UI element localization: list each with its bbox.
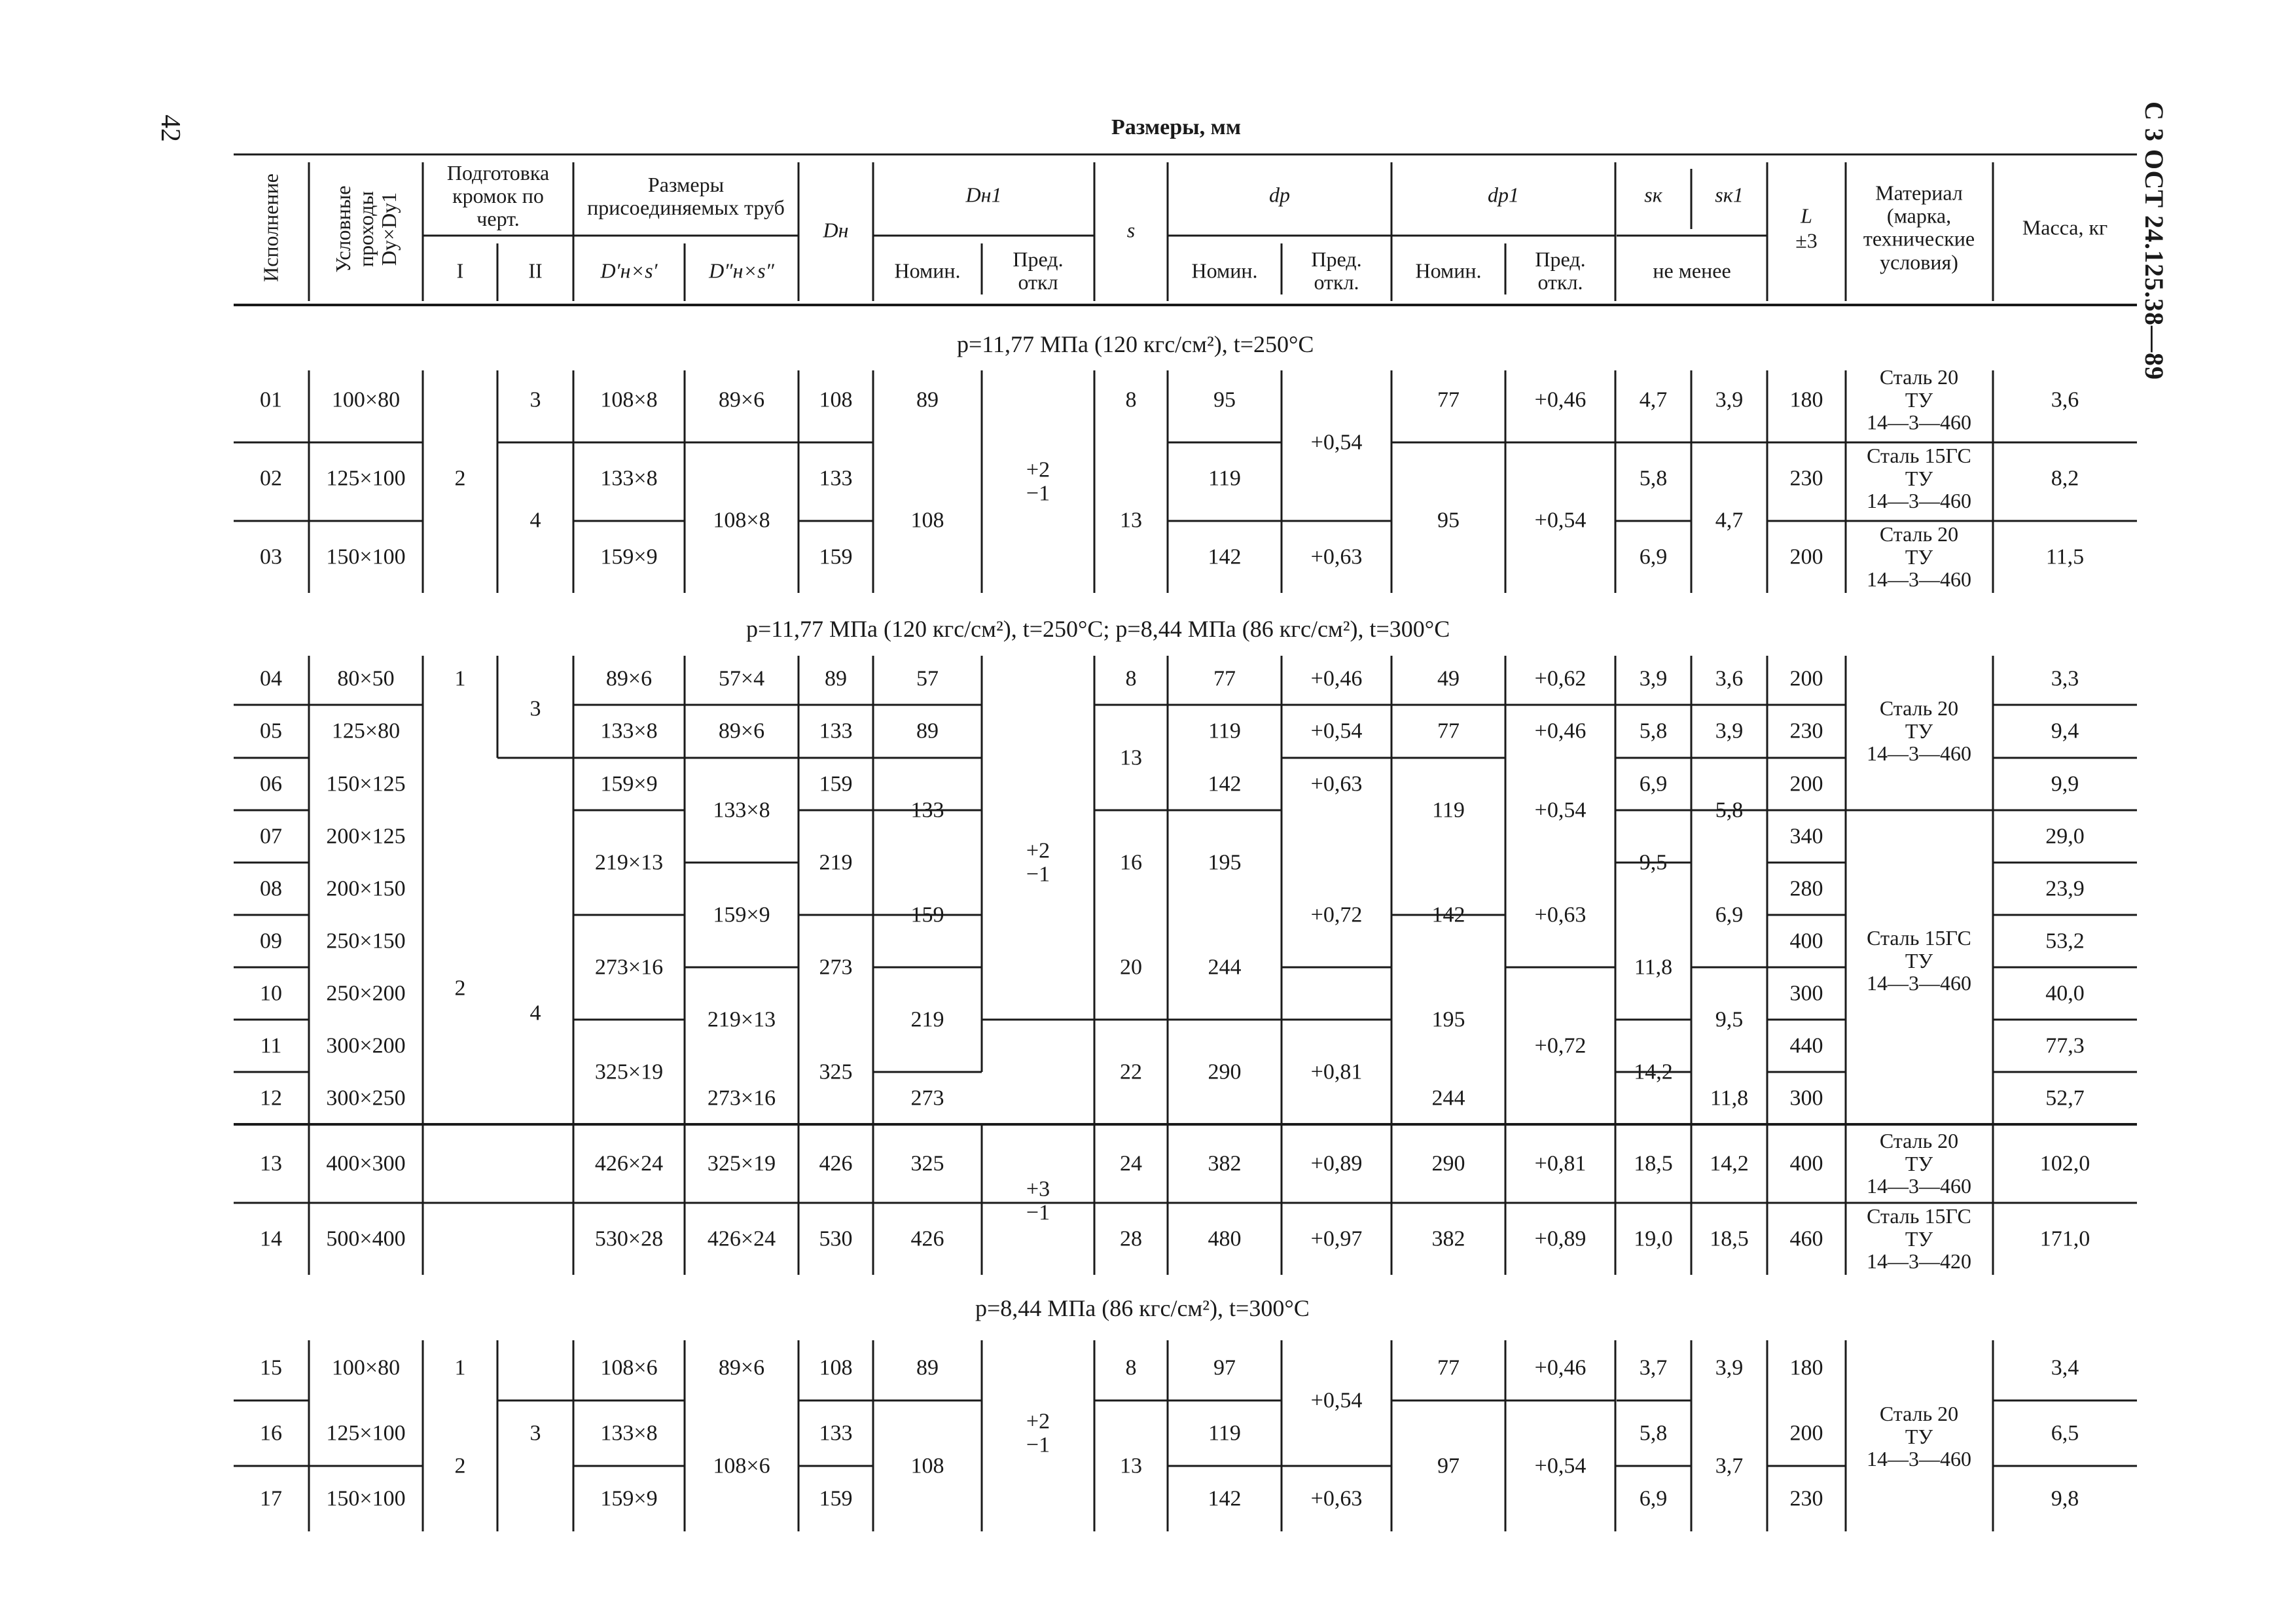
cell-dy: 100×80 xyxy=(331,1355,401,1380)
cell-L: 280 xyxy=(1789,876,1823,901)
cell-d1: 159×9 xyxy=(600,544,658,569)
cell-merged: 3 xyxy=(529,1421,541,1446)
cell-d1: 159×9 xyxy=(600,1486,658,1511)
cell-dn1: 89 xyxy=(916,719,939,743)
cell-dy: 80×50 xyxy=(337,666,395,691)
cell-s: 8 xyxy=(1125,1355,1137,1380)
cell-d2: 89×6 xyxy=(718,719,765,743)
cell-dn: 159 xyxy=(819,772,853,796)
cell-merged: 4 xyxy=(529,1001,541,1026)
cell-dy: 100×80 xyxy=(331,387,401,412)
cell-dp: 95 xyxy=(1213,387,1236,412)
cell-sk: 5,8 xyxy=(1639,1421,1668,1446)
cell-mass: 6,5 xyxy=(2051,1421,2079,1446)
cell-merged: 97 xyxy=(1437,1454,1460,1478)
cell-L: 400 xyxy=(1789,1151,1823,1176)
cell-dn: 89 xyxy=(825,666,847,691)
cell-merged: 108 xyxy=(910,1454,944,1478)
cell-mass: 8,2 xyxy=(2051,466,2079,491)
cell-L: 200 xyxy=(1789,544,1823,569)
cell-d1: 133×8 xyxy=(600,1421,658,1446)
cell-merged: 20 xyxy=(1120,955,1142,980)
cell-merged: 219×13 xyxy=(594,850,664,875)
cell-sk: 19,0 xyxy=(1634,1226,1673,1251)
cell-isp: 13 xyxy=(260,1151,282,1176)
cell-dp-tol: +0,63 xyxy=(1310,772,1363,796)
cell-sk: 3,7 xyxy=(1639,1355,1668,1380)
cell-merged: 273×16 xyxy=(594,955,664,980)
cell-mass: 29,0 xyxy=(2045,824,2085,849)
cell-mass: 3,4 xyxy=(2051,1355,2079,1380)
cell-merged: 142 xyxy=(1431,902,1465,927)
cell-dy: 200×150 xyxy=(326,876,406,901)
cell-merged: 244 xyxy=(1208,955,1242,980)
cell-isp: 16 xyxy=(260,1421,282,1446)
header-podg-I: I xyxy=(456,259,464,283)
header-uslovnye: Условные проходы Dу×Dу1 xyxy=(331,185,401,273)
cell-merged: +0,54 xyxy=(1534,508,1587,533)
cell-merged: 108×8 xyxy=(713,508,770,533)
cell-isp: 10 xyxy=(260,981,282,1006)
cell-dy: 125×100 xyxy=(326,1421,406,1446)
header-L-tol: ±3 xyxy=(1795,228,1818,253)
cell-merged: 13 xyxy=(1120,1454,1142,1478)
cell-merged: 219 xyxy=(910,1007,944,1032)
cell-merged: 133 xyxy=(910,798,944,823)
caption-group-3: p=8,44 МПа (86 кгс/см²), t=300°C xyxy=(975,1295,1310,1321)
cell-sk: 6,9 xyxy=(1639,544,1668,569)
units-caption: Размеры, мм xyxy=(1111,115,1241,139)
cell-mass: 102,0 xyxy=(2039,1151,2090,1176)
cell-dp-tol: +0,46 xyxy=(1310,666,1363,691)
cell-sk: 5,8 xyxy=(1639,719,1668,743)
cell-isp: 14 xyxy=(260,1226,282,1251)
cell-merged: 273×16 xyxy=(707,1086,776,1111)
cell-merged: +0,63 xyxy=(1534,902,1587,927)
cell-dp-tol: +0,63 xyxy=(1310,544,1363,569)
cell-sk1: 11,8 xyxy=(1710,1086,1749,1111)
cell-dp1: 382 xyxy=(1431,1226,1465,1251)
cell-sk: 5,8 xyxy=(1639,466,1668,491)
cell-sk: 6,9 xyxy=(1639,772,1668,796)
cell-merged: +0,54 xyxy=(1310,430,1363,455)
cell-sk: 18,5 xyxy=(1634,1151,1673,1176)
cell-dn: 133 xyxy=(819,719,853,743)
cell-merged-tol: +2 −1 xyxy=(1026,457,1050,505)
cell-merged: 133×8 xyxy=(713,798,770,823)
cell-sk1: 3,9 xyxy=(1715,387,1744,412)
cell-isp: 17 xyxy=(260,1486,282,1511)
cell-dn1: 273 xyxy=(910,1086,944,1111)
cell-d1: 89×6 xyxy=(605,666,653,691)
cell-merged: 2 xyxy=(454,1454,466,1478)
header-pred2: Пред. откл. xyxy=(1311,247,1362,294)
cell-merged: 4,7 xyxy=(1715,508,1744,533)
cell-dy: 250×200 xyxy=(326,981,406,1006)
cell-merged: 108×6 xyxy=(713,1454,770,1478)
cell-material: Сталь 20 ТУ 14—3—460 xyxy=(1867,1129,1971,1198)
cell-podg-I: 2 xyxy=(454,466,466,491)
cell-merged: +0,72 xyxy=(1534,1033,1587,1058)
cell-merged: 219×13 xyxy=(707,1007,776,1032)
cell-material: Сталь 20 ТУ 14—3—460 xyxy=(1867,522,1971,592)
cell-merged: 119 xyxy=(1432,798,1465,823)
cell-dy: 400×300 xyxy=(326,1151,406,1176)
cell-merged: 13 xyxy=(1120,508,1142,533)
header-material: Материал (марка, технические условия) xyxy=(1863,181,1975,274)
cell-L: 300 xyxy=(1789,1086,1823,1111)
cell-dn: 159 xyxy=(819,544,853,569)
cell-merged: 195 xyxy=(1431,1007,1465,1032)
cell-L: 230 xyxy=(1789,719,1823,743)
cell-dp1-tol: +0,46 xyxy=(1534,1355,1587,1380)
cell-mass: 9,9 xyxy=(2051,772,2079,796)
cell-merged: +0,54 xyxy=(1534,1454,1587,1478)
cell-dn: 108 xyxy=(819,387,853,412)
cell-dp: 119 xyxy=(1208,719,1241,743)
cell-dn1: 89 xyxy=(916,387,939,412)
cell-dp: 119 xyxy=(1208,1421,1241,1446)
header-s: s xyxy=(1126,218,1136,242)
cell-merged: 325 xyxy=(819,1060,853,1084)
cell-d1: 159×9 xyxy=(600,772,658,796)
header-dn1xs1: D′н×s′ xyxy=(600,259,658,283)
cell-dp: 142 xyxy=(1208,772,1242,796)
cell-dy: 250×150 xyxy=(326,929,406,954)
header-massa: Масса, кг xyxy=(2022,215,2108,240)
cell-L: 200 xyxy=(1789,666,1823,691)
cell-isp: 05 xyxy=(260,719,282,743)
cell-d2: 426×24 xyxy=(707,1226,776,1251)
cell-merged: 11,8 xyxy=(1634,955,1673,980)
header-dn1: Dн1 xyxy=(965,183,1002,207)
cell-isp: 02 xyxy=(260,466,282,491)
cell-dn1: 325 xyxy=(910,1151,944,1176)
cell-material: Сталь 20 ТУ 14—3—460 xyxy=(1867,1402,1971,1471)
header-dp: dр xyxy=(1269,183,1290,207)
cell-dn1: 57 xyxy=(916,666,939,691)
cell-sk1: 3,9 xyxy=(1715,719,1744,743)
cell-dy: 125×80 xyxy=(331,719,401,743)
cell-sk1: 3,9 xyxy=(1715,1355,1744,1380)
cell-dp: 119 xyxy=(1208,466,1241,491)
cell-d2: 57×4 xyxy=(718,666,765,691)
cell-d1: 426×24 xyxy=(594,1151,664,1176)
cell-sk: 6,9 xyxy=(1639,1486,1668,1511)
cell-mass: 3,6 xyxy=(2051,387,2079,412)
cell-podg-I: 1 xyxy=(454,1355,466,1380)
cell-d1: 133×8 xyxy=(600,719,658,743)
cell-dp: 97 xyxy=(1213,1355,1236,1380)
cell-sk1: 3,6 xyxy=(1715,666,1744,691)
cell-dn1: 426 xyxy=(910,1226,944,1251)
cell-dp1: 290 xyxy=(1431,1151,1465,1176)
header-sk: sк xyxy=(1644,183,1662,207)
cell-L: 230 xyxy=(1789,1486,1823,1511)
cell-dn: 426 xyxy=(819,1151,853,1176)
cell-merged: +0,81 xyxy=(1310,1060,1363,1084)
cell-merged-tol: +3 −1 xyxy=(1026,1177,1050,1224)
page-number: 42 xyxy=(155,115,185,142)
cell-dy: 200×125 xyxy=(326,824,406,849)
cell-dp1: 77 xyxy=(1437,387,1460,412)
cell-isp: 11 xyxy=(260,1033,282,1058)
cell-dn: 133 xyxy=(819,466,853,491)
header-nomin2: Номин. xyxy=(1191,259,1258,283)
cell-mass: 171,0 xyxy=(2039,1226,2090,1251)
cell-merged: 95 xyxy=(1437,508,1460,533)
cell-L: 340 xyxy=(1789,824,1823,849)
cell-sk1: 14,2 xyxy=(1710,1151,1749,1176)
cell-dy: 500×400 xyxy=(326,1226,406,1251)
cell-L: 230 xyxy=(1789,466,1823,491)
cell-merged: 9,5 xyxy=(1639,850,1668,875)
cell-d1: 108×6 xyxy=(600,1355,658,1380)
cell-podg-I: 1 xyxy=(454,666,466,691)
cell-dp1: 49 xyxy=(1437,666,1460,691)
cell-merged: 22 xyxy=(1120,1060,1142,1084)
cell-dp-tol: +0,63 xyxy=(1310,1486,1363,1511)
cell-merged: 16 xyxy=(1120,850,1142,875)
cell-dp: 77 xyxy=(1213,666,1236,691)
cell-dn: 108 xyxy=(819,1355,853,1380)
cell-merged: 159×9 xyxy=(713,902,770,927)
caption-group-2: p=11,77 МПа (120 кгс/см²), t=250°C; p=8,44 МПа (86 кгс/см²), t=300°C xyxy=(746,616,1450,642)
cell-merged: +0,72 xyxy=(1310,902,1363,927)
cell-dp1-tol: +0,62 xyxy=(1534,666,1587,691)
cell-merged: 325×19 xyxy=(594,1060,664,1084)
cell-dy: 300×200 xyxy=(326,1033,406,1058)
cell-material: Сталь 15ГС ТУ 14—3—460 xyxy=(1867,926,1971,995)
cell-material: Сталь 15ГС ТУ 14—3—460 xyxy=(1867,444,1971,513)
cell-mass: 52,7 xyxy=(2045,1086,2085,1111)
header-podg-II: II xyxy=(528,259,543,283)
cell-s: 24 xyxy=(1120,1151,1142,1176)
cell-dn: 159 xyxy=(819,1486,853,1511)
cell-d1: 108×8 xyxy=(600,387,658,412)
cell-merged: 6,9 xyxy=(1715,902,1744,927)
cell-sk: 4,7 xyxy=(1639,387,1668,412)
cell-merged: 159 xyxy=(910,902,944,927)
cell-merged: 14,2 xyxy=(1634,1060,1673,1084)
cell-L: 440 xyxy=(1789,1033,1823,1058)
cell-merged-tol: +2 −1 xyxy=(1026,838,1050,886)
cell-merged: 4 xyxy=(529,508,541,533)
cell-dn: 133 xyxy=(819,1421,853,1446)
cell-dp1-tol: +0,89 xyxy=(1534,1226,1587,1251)
cell-dn1: 89 xyxy=(916,1355,939,1380)
cell-dp1-tol: +0,46 xyxy=(1534,387,1587,412)
cell-d2: 89×6 xyxy=(718,387,765,412)
cell-dy: 125×100 xyxy=(326,466,406,491)
cell-isp: 15 xyxy=(260,1355,282,1380)
header-dn2xs2: D″н×s″ xyxy=(709,259,774,283)
cell-mass: 3,3 xyxy=(2051,666,2079,691)
cell-merged: 3 xyxy=(529,696,541,721)
cell-d2: 89×6 xyxy=(718,1355,765,1380)
cell-L: 180 xyxy=(1789,387,1823,412)
cell-merged: 3,7 xyxy=(1715,1454,1744,1478)
cell-dp1: 77 xyxy=(1437,1355,1460,1380)
cell-merged: 9,5 xyxy=(1715,1007,1744,1032)
caption-group-1: p=11,77 МПа (120 кгс/см²), t=250°C xyxy=(957,331,1314,357)
cell-merged: +0,54 xyxy=(1534,798,1587,823)
header-nomin3: Номин. xyxy=(1415,259,1482,283)
cell-merged-tol: +2 −1 xyxy=(1026,1409,1050,1457)
cell-mass: 40,0 xyxy=(2045,981,2085,1006)
cell-s: 8 xyxy=(1125,387,1137,412)
cell-L: 200 xyxy=(1789,1421,1823,1446)
cell-sk1: 18,5 xyxy=(1710,1226,1749,1251)
cell-dp: 480 xyxy=(1208,1226,1242,1251)
header-dp1: dр1 xyxy=(1488,183,1519,207)
cell-dp1: 244 xyxy=(1431,1086,1465,1111)
header-L: L xyxy=(1801,204,1812,228)
cell-dp: 142 xyxy=(1208,1486,1242,1511)
standard-code: С 3 ОСТ 24.125.38—89 xyxy=(2140,101,2169,381)
cell-mass: 9,8 xyxy=(2051,1486,2079,1511)
cell-merged: 195 xyxy=(1208,850,1242,875)
cell-merged: 108 xyxy=(910,508,944,533)
cell-dp-tol: +0,54 xyxy=(1310,719,1363,743)
header-pred3: Пред. откл. xyxy=(1535,247,1586,294)
cell-isp: 04 xyxy=(260,666,282,691)
header-ne-menee: не менее xyxy=(1653,259,1731,283)
cell-L: 460 xyxy=(1789,1226,1823,1251)
header-ispolnenie: Исполнение xyxy=(259,173,283,282)
header-nomin: Номин. xyxy=(894,259,961,283)
cell-dp1: 77 xyxy=(1437,719,1460,743)
cell-dp: 382 xyxy=(1208,1151,1242,1176)
cell-merged: +0,54 xyxy=(1310,1388,1363,1413)
cell-dy: 150×100 xyxy=(326,544,406,569)
cell-d1: 530×28 xyxy=(594,1226,664,1251)
cell-dp-tol: +0,97 xyxy=(1310,1226,1363,1251)
cell-mass: 11,5 xyxy=(2045,544,2085,569)
cell-material: Сталь 15ГС ТУ 14—3—420 xyxy=(1867,1204,1971,1274)
cell-dp1-tol: +0,81 xyxy=(1534,1151,1587,1176)
cell-L: 180 xyxy=(1789,1355,1823,1380)
cell-L: 400 xyxy=(1789,929,1823,954)
cell-mass: 23,9 xyxy=(2045,876,2085,901)
cell-dy: 150×100 xyxy=(326,1486,406,1511)
cell-d1: 133×8 xyxy=(600,466,658,491)
cell-dp1-tol: +0,46 xyxy=(1534,719,1587,743)
cell-isp: 06 xyxy=(260,772,282,796)
header-podgotovka: Подготовка кромок по черт. xyxy=(446,161,550,231)
cell-isp: 01 xyxy=(260,387,282,412)
cell-material: Сталь 20 ТУ 14—3—460 xyxy=(1867,365,1971,435)
cell-dy: 300×250 xyxy=(326,1086,406,1111)
cell-mass: 53,2 xyxy=(2045,929,2085,954)
header-razmery: Размеры присоединяемых труб xyxy=(587,172,785,219)
cell-dp: 142 xyxy=(1208,544,1242,569)
cell-isp: 07 xyxy=(260,824,282,849)
cell-L: 200 xyxy=(1789,772,1823,796)
cell-mass: 9,4 xyxy=(2051,719,2079,743)
cell-merged: 5,8 xyxy=(1715,798,1744,823)
header-dn: Dн xyxy=(823,218,849,242)
cell-sk: 3,9 xyxy=(1639,666,1668,691)
cell-L: 300 xyxy=(1789,981,1823,1006)
cell-dn: 530 xyxy=(819,1226,853,1251)
cell-merged: 290 xyxy=(1208,1060,1242,1084)
cell-merged: 273 xyxy=(819,955,853,980)
cell-s: 8 xyxy=(1125,666,1137,691)
cell-isp: 12 xyxy=(260,1086,282,1111)
cell-material: Сталь 20 ТУ 14—3—460 xyxy=(1867,696,1971,766)
cell-dy: 150×125 xyxy=(326,772,406,796)
cell-isp: 08 xyxy=(260,876,282,901)
cell-mass: 77,3 xyxy=(2045,1033,2085,1058)
cell-d2: 325×19 xyxy=(707,1151,776,1176)
cell-merged: 13 xyxy=(1120,745,1142,770)
cell-isp: 03 xyxy=(260,544,282,569)
cell-dp-tol: +0,89 xyxy=(1310,1151,1363,1176)
header-sk1: sк1 xyxy=(1715,183,1744,207)
cell-podg-II: 3 xyxy=(529,387,541,412)
header-pred: Пред. откл xyxy=(1013,247,1064,294)
cell-merged: 219 xyxy=(819,850,853,875)
cell-s: 28 xyxy=(1120,1226,1142,1251)
cell-isp: 09 xyxy=(260,929,282,954)
cell-merged: 2 xyxy=(454,976,466,1001)
